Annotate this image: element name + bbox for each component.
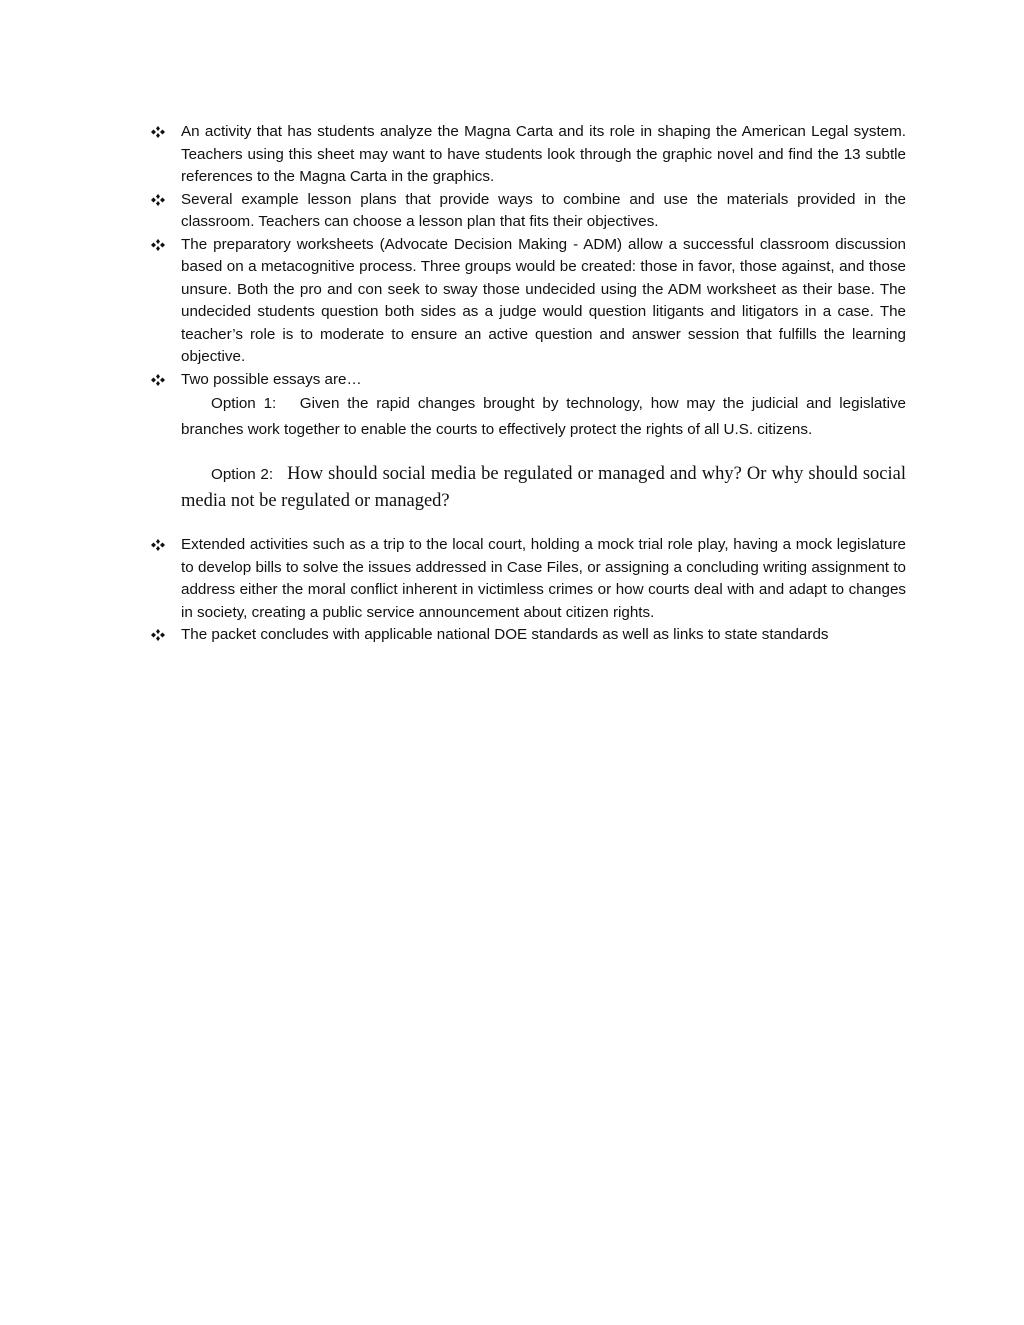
list-item-text: Extended activities such as a trip to the local court, holding a mock trial role play, having a mock legislature to develop bills to solve the issues addressed in Case Files, or assigning a concluding writing assignment to address either the moral conflict inherent in victimless crimes or how courts deal with and adapt to changes in society, creating a public service announcement about citizen rights. [181, 536, 906, 621]
list-item [150, 189, 906, 234]
document-body [150, 121, 906, 647]
list-item [150, 534, 906, 624]
option-text: How should social media be regulated or managed and why? Or why should social media not be regulated or managed? [181, 464, 906, 511]
four-diamond-bullet-icon [150, 234, 166, 256]
list-item-text: Two possible essays are… [181, 370, 362, 388]
four-diamond-bullet-icon [150, 624, 166, 646]
essay-option-2 [150, 461, 906, 515]
four-diamond-bullet-icon [150, 534, 166, 556]
list-item-text: An activity that has students analyze the Magna Carta and its role in shaping the American Legal system. Teachers using this sheet may want to have students look through the graphic novel and find the 13 subtle references to the Magna Carta in the graphics. [181, 123, 906, 185]
list-item [150, 234, 906, 369]
list-item-text: The preparatory worksheets (Advocate Decision Making - ADM) allow a successful classroom discussion based on a metacognitive process. Three groups would be created: those in favor, those against, and those unsure. Both the pro and con seek to sway those undecided using the ADM worksheet as their base. The undecided students question both sides as a judge would question litigants and litigators in a case. The teacher’s role is to moderate to ensure an active question and answer session that fulfills the learning objective. [181, 235, 906, 365]
four-diamond-bullet-icon [150, 121, 166, 143]
essay-option-1 [150, 391, 906, 443]
list-item-text: The packet concludes with applicable national DOE standards as well as links to state standards [181, 626, 829, 643]
list-item [150, 624, 906, 647]
four-diamond-bullet-icon [150, 189, 166, 211]
option-text: Given the rapid changes brought by technology, how may the judicial and legislative branches work together to enable the courts to effectively protect the rights of all U.S. citizens. [181, 395, 906, 438]
list-item-text: Several example lesson plans that provide ways to combine and use the materials provided in the classroom. Teachers can choose a lesson plan that fits their objectives. [181, 190, 906, 230]
option-label: Option 2: [211, 466, 274, 483]
list-item [150, 369, 906, 392]
list-item [150, 121, 906, 189]
four-diamond-bullet-icon [150, 369, 166, 391]
option-label: Option 1: [211, 395, 277, 412]
